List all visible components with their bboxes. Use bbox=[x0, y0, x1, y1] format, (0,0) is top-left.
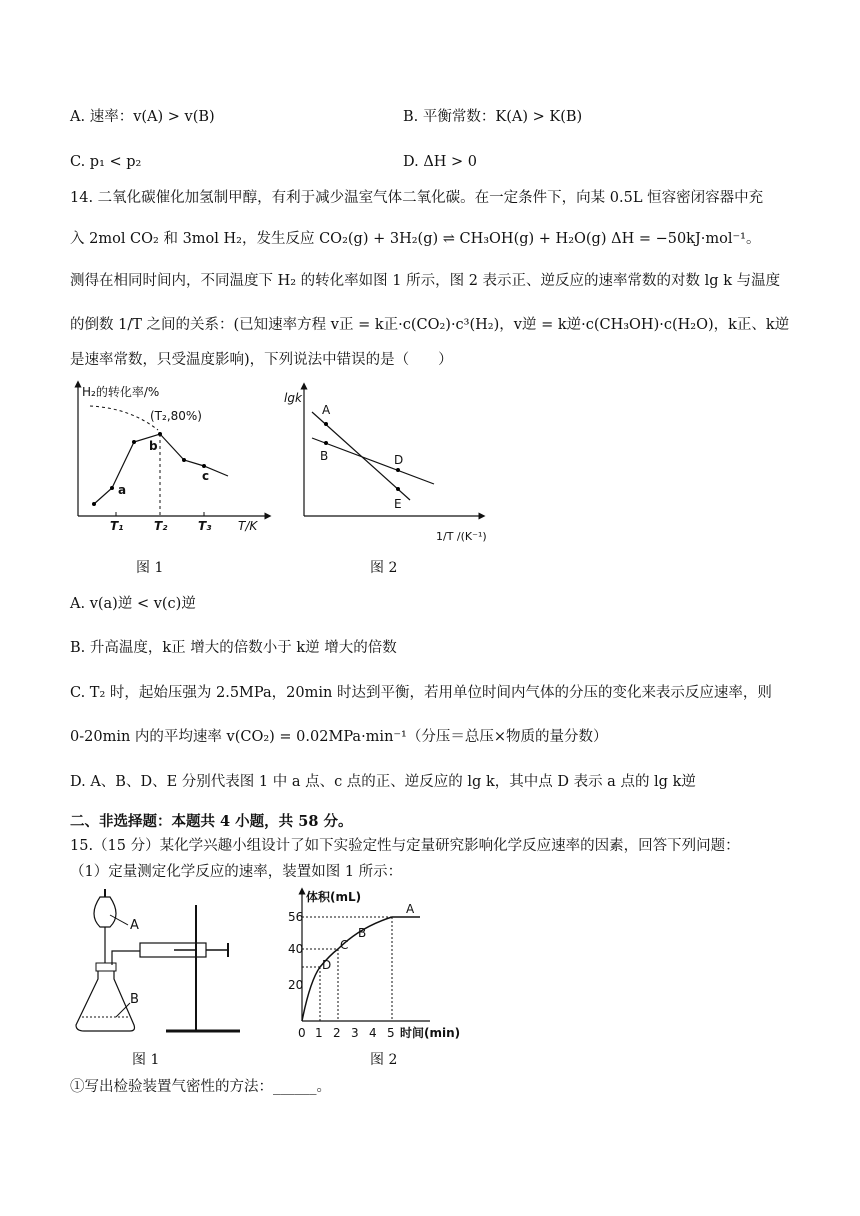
q13-option-b: B. 平衡常数：K(A) > K(B) bbox=[403, 109, 583, 125]
fig2-xlabel: 1/T /(K⁻¹) bbox=[436, 530, 487, 543]
q14-option-c-line2: 0-20min 内的平均速率 v(CO₂) = 0.02MPa·min⁻¹（分压＝总压×物质的量分数） bbox=[70, 729, 608, 745]
q14-fig1-caption: 图 1 bbox=[136, 560, 164, 576]
q15-stem-line1: 15.（15 分）某化学兴趣小组设计了如下实验定性与定量研究影响化学反应速率的因素，回答下列问题： bbox=[70, 838, 740, 854]
vol-xtick-3: 3 bbox=[351, 1026, 359, 1040]
conical-flask bbox=[76, 965, 135, 1031]
fig1-point-c bbox=[202, 464, 206, 468]
fig2-point-e bbox=[396, 487, 400, 491]
vol-label-d: D bbox=[322, 958, 332, 972]
q14-option-a: A. v(a)逆 < v(c)逆 bbox=[70, 596, 196, 612]
fig2-point-d bbox=[396, 468, 400, 472]
dropping-funnel bbox=[94, 897, 116, 927]
q14-option-d: D. A、B、D、E 分别代表图 1 中 a 点、c 点的正、逆反应的 lg k，其中点 D 表示 a 点的 lg k逆 bbox=[70, 774, 696, 790]
q15-fig1-caption: 图 1 bbox=[132, 1052, 160, 1068]
vol-xtick-5: 5 bbox=[387, 1026, 395, 1040]
q14-stem-line4: 的倒数 1/T 之间的关系：(已知速率方程 v正 = k正·c(CO₂)·c³(H₂)，v逆 = k逆·c(CH₃OH)·c(H₂O)，k正、k逆 bbox=[70, 317, 790, 333]
fig1-point-a bbox=[110, 486, 114, 490]
q13-option-a: A. 速率：v(A) > v(B) bbox=[70, 109, 215, 125]
fig1-ylabel: H₂的转化率/% bbox=[82, 385, 160, 399]
vol-ytick-40: 40 bbox=[288, 942, 304, 956]
section2-heading: 二、非选择题：本题共 4 小题，共 58 分。 bbox=[70, 813, 353, 830]
fig1-tick-t2: T₂ bbox=[154, 519, 168, 533]
fig1-label-a: a bbox=[118, 483, 127, 497]
q14-stem-line5: 是速率常数，只受温度影响)，下列说法中错误的是（ ） bbox=[70, 352, 453, 368]
vol-label-a: A bbox=[406, 902, 415, 916]
fig2-label-e: E bbox=[394, 497, 402, 511]
q15-volume-chart bbox=[280, 885, 475, 1045]
flask-stopper bbox=[96, 963, 116, 971]
vol-xlabel: 时间(min) bbox=[400, 1026, 461, 1040]
q14-fig2-caption: 图 2 bbox=[370, 560, 398, 576]
fig2-label-d: D bbox=[394, 453, 404, 467]
fig1-equilibrium-curve bbox=[90, 406, 158, 430]
q15-apparatus-figure bbox=[70, 885, 250, 1045]
fig1-tick-t1: T₁ bbox=[110, 519, 124, 533]
q14-option-c-line1: C. T₂ 时，起始压强为 2.5MPa，20min 时达到平衡，若用单位时间内气体的分压的变化来表示反应速率，则 bbox=[70, 685, 772, 701]
vol-ylabel: 体积(mL) bbox=[306, 890, 362, 904]
fig1-point bbox=[132, 440, 136, 444]
fig1-annotation: (T₂,80%) bbox=[150, 409, 202, 423]
fig2-ylabel: lgk bbox=[284, 391, 302, 405]
q15-question-1: ①写出检验装置气密性的方法：______。 bbox=[70, 1079, 331, 1095]
apparatus-label-b: B bbox=[130, 992, 139, 1007]
fig2-line-reverse bbox=[312, 438, 434, 484]
fig1-point bbox=[182, 458, 186, 462]
q15-stem-line2: （1）定量测定化学反应的速率，装置如图 1 所示： bbox=[70, 864, 403, 880]
fig1-label-b: b bbox=[149, 439, 158, 453]
vol-xtick-4: 4 bbox=[369, 1026, 377, 1040]
q14-figure2 bbox=[284, 380, 490, 550]
vol-label-c: C bbox=[340, 938, 349, 952]
q14-stem-line3: 测得在相同时间内，不同温度下 H₂ 的转化率如图 1 所示，图 2 表示正、逆反应的速率常数的对数 lg k 与温度 bbox=[70, 273, 781, 289]
q14-stem-line1: 14. 二氧化碳催化加氢制甲醇，有利于减少温室气体二氧化碳。在一定条件下，向某 0.5L 恒容密闭容器中充 bbox=[70, 190, 764, 206]
fig1-label-c: c bbox=[202, 469, 210, 483]
q15-fig2-caption: 图 2 bbox=[370, 1052, 398, 1068]
vol-xtick-1: 1 bbox=[315, 1026, 323, 1040]
vol-ytick-20: 20 bbox=[288, 978, 304, 992]
vol-ytick-56: 56 bbox=[288, 910, 304, 924]
fig2-point-a bbox=[324, 422, 328, 426]
q13-option-d: D. ΔH > 0 bbox=[403, 154, 478, 170]
fig2-label-a: A bbox=[322, 403, 331, 417]
q14-option-b: B. 升高温度，k正 增大的倍数小于 k逆 增大的倍数 bbox=[70, 640, 397, 656]
fig2-point-b bbox=[324, 441, 328, 445]
q14-stem-line2: 入 2mol CO₂ 和 3mol H₂，发生反应 CO₂(g) + 3H₂(g) ⇌ CH₃OH(g) + H₂O(g) ΔH = −50kJ·mol⁻¹。 bbox=[70, 231, 761, 247]
vol-label-b: B bbox=[358, 926, 367, 940]
q13-option-c: C. p₁ < p₂ bbox=[70, 154, 142, 170]
fig1-xlabel: T/K bbox=[238, 519, 258, 533]
vol-xtick-2: 2 bbox=[333, 1026, 341, 1040]
vol-xtick-0: 0 bbox=[298, 1026, 306, 1040]
fig1-tick-t3: T₃ bbox=[198, 519, 212, 533]
apparatus-label-a: A bbox=[130, 918, 139, 933]
fig1-point bbox=[92, 502, 96, 506]
q14-figure1 bbox=[70, 378, 280, 548]
fig2-label-b: B bbox=[320, 449, 329, 463]
